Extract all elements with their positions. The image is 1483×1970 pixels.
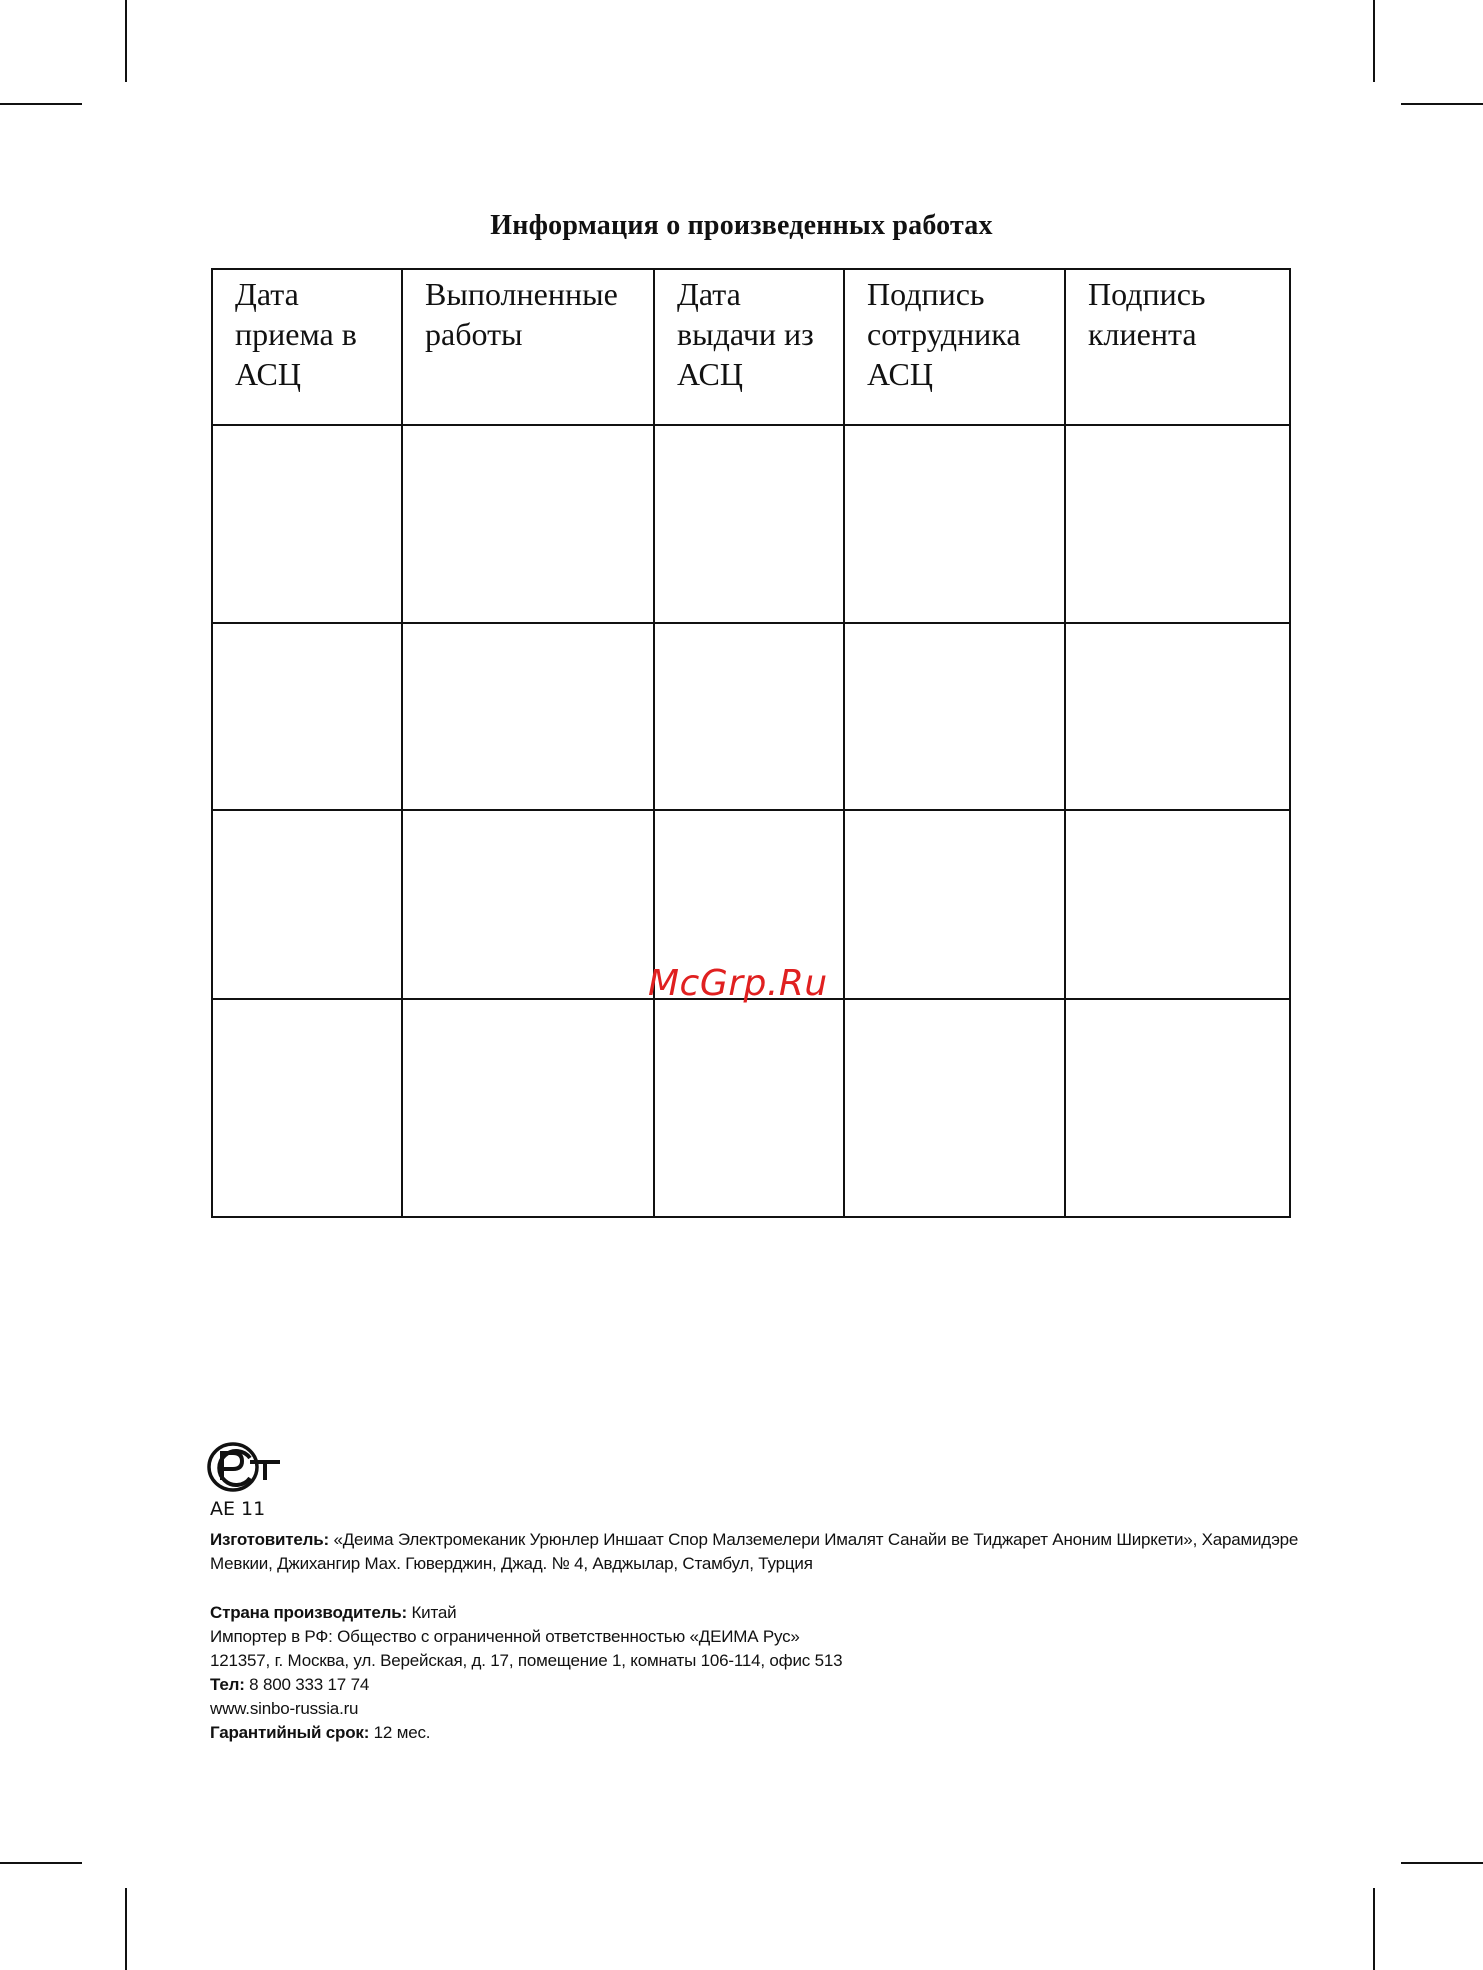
importer-line: Импортер в РФ: Общество с ограниченной ответственностью «ДЕИМА Рус» <box>210 1627 800 1646</box>
table-cell <box>654 999 844 1217</box>
country-label: Страна производитель: <box>210 1603 407 1622</box>
table-cell <box>844 999 1065 1217</box>
table-cell <box>844 810 1065 999</box>
crop-mark-bottom-left-vertical <box>125 1888 127 1970</box>
warranty-value: 12 мес. <box>369 1723 431 1742</box>
header-intake-date: Дата приема в АСЦ <box>212 269 402 425</box>
table-cell <box>402 999 654 1217</box>
crop-mark-top-right-vertical <box>1373 0 1375 82</box>
crop-mark-top-left-vertical <box>125 0 127 82</box>
warranty-line <box>210 1721 1300 1745</box>
table-cell <box>212 810 402 999</box>
header-release-date: Дата выдачи из АСЦ <box>654 269 844 425</box>
table-cell <box>844 425 1065 623</box>
crop-mark-top-left-horizontal <box>0 103 82 105</box>
table-cell <box>212 425 402 623</box>
table-row <box>212 623 1290 810</box>
certification-code: AE 11 <box>210 1498 266 1520</box>
crop-mark-bottom-left-horizontal <box>0 1862 82 1864</box>
table-cell <box>1065 425 1290 623</box>
header-client-signature: Подпись клиента <box>1065 269 1290 425</box>
country-value: Китай <box>406 1603 457 1622</box>
table-cell <box>402 425 654 623</box>
table-cell <box>654 425 844 623</box>
importer-address: 121357, г. Москва, ул. Верейская, д. 17, помещение 1, комнаты 106-114, офис 513 <box>210 1651 843 1670</box>
phone-line <box>210 1673 1300 1697</box>
table-cell <box>844 623 1065 810</box>
manufacturer-address: Мевкии, Джихангир Мах. Гюверджин, Джад. № 4, Авджылар, Стамбул, Турция <box>210 1554 813 1573</box>
table-cell <box>1065 810 1290 999</box>
table-cell <box>212 999 402 1217</box>
country-line <box>210 1601 1300 1625</box>
watermark[interactable]: McGrp.Ru <box>648 963 828 1004</box>
table-cell <box>402 810 654 999</box>
crop-mark-bottom-right-horizontal <box>1401 1862 1483 1864</box>
website-link[interactable]: www.sinbo-russia.ru <box>210 1699 359 1718</box>
header-employee-signature: Подпись сотрудника АСЦ <box>844 269 1065 425</box>
works-table <box>211 268 1291 1218</box>
page-title: Информация о произведенных работах <box>490 210 993 241</box>
warranty-label: Гарантийный срок: <box>210 1723 370 1742</box>
rst-certification-mark-icon <box>206 1440 284 1494</box>
manufacturer-name: «Деима Электромеканик Урюнлер Иншаат Спор Малземелери Ималят Санайи ве Тиджарет Аноним Ширкети», Харамидэре <box>328 1530 1299 1549</box>
header-works-done: Выполненные работы <box>402 269 654 425</box>
manufacturer-line-1 <box>210 1528 1300 1552</box>
phone-value: 8 800 333 17 74 <box>244 1675 370 1694</box>
table-cell <box>212 623 402 810</box>
phone-label: Тел: <box>210 1675 245 1694</box>
table-cell <box>654 623 844 810</box>
table-cell <box>1065 623 1290 810</box>
crop-mark-top-right-horizontal <box>1401 103 1483 105</box>
table-cell <box>1065 999 1290 1217</box>
table-cell <box>402 623 654 810</box>
manufacturer-label: Изготовитель: <box>210 1530 329 1549</box>
table-header-row <box>212 269 1290 425</box>
table-row <box>212 425 1290 623</box>
crop-mark-bottom-right-vertical <box>1373 1888 1375 1970</box>
table-row <box>212 999 1290 1217</box>
